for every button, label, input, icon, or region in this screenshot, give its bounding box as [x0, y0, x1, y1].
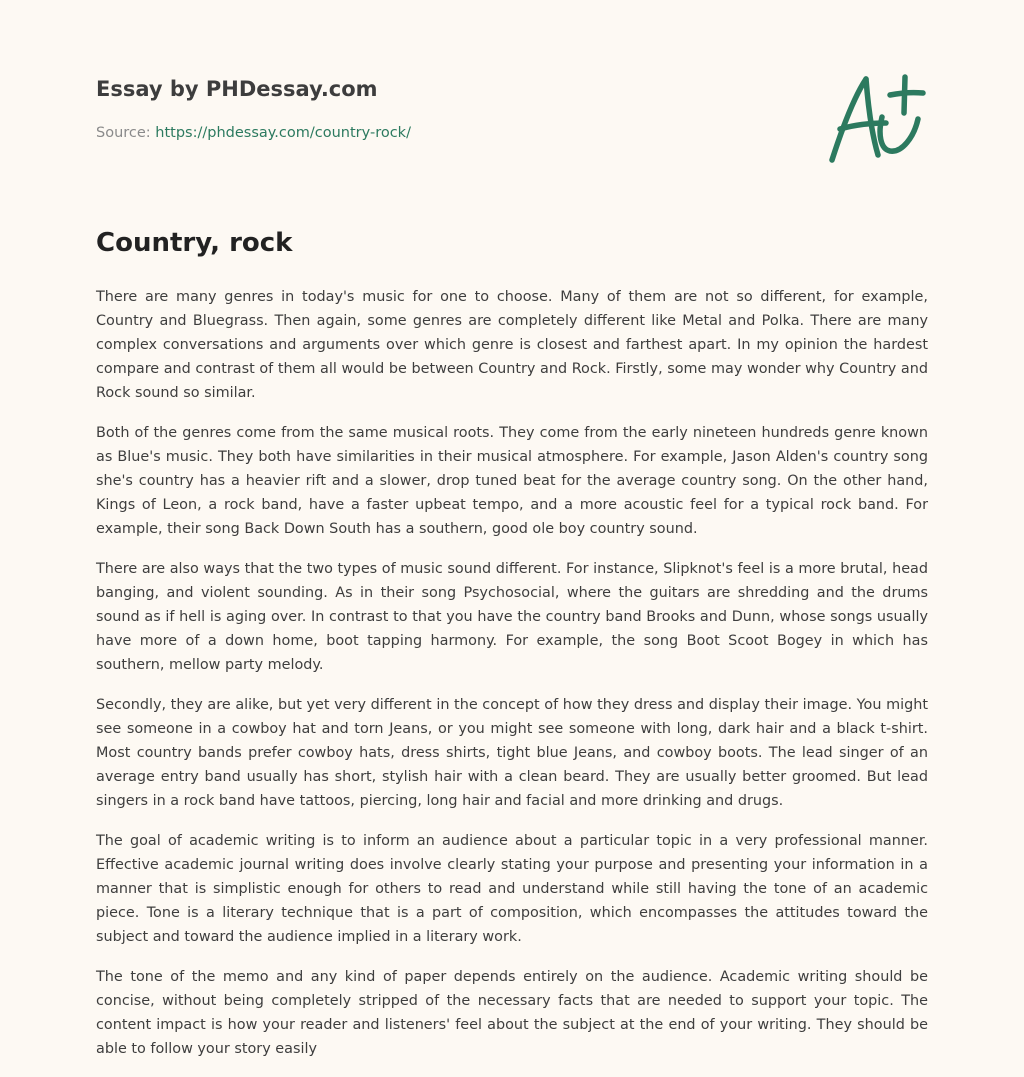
source-label: Source: — [96, 125, 151, 141]
header — [96, 75, 928, 175]
essay-paragraph: Both of the genres come from the same musical roots. They come from the early nineteen hundreds genre known as Blue's music. They both have similarities in their musical atmosphere. For example, Jason Alden's country song she's country has a heavier rift and a slower, drop tuned beat for the average country song. On the other hand, Kings of Leon, a rock band, have a faster upbeat tempo, and a more acoustic feel for a typical rock band. For example, their song Back Down South has a southern, good ole boy country sound. — [96, 425, 928, 537]
source-line — [96, 123, 928, 143]
essay-paragraph: Secondly, they are alike, but yet very different in the concept of how they dress and display their image. You might see someone in a cowboy hat and torn Jeans, or you might see someone with long, dark hair and a black t-shirt. Most country bands prefer cowboy hats, dress shirts, tight blue Jeans, and cowboy boots. The lead singer of an average entry band usually has short, stylish hair with a clean beard. They are usually better groomed. But lead singers in a rock band have tattoos, piercing, long hair and facial and more drinking and drugs. — [96, 697, 928, 809]
essay-paragraph: The tone of the memo and any kind of paper depends entirely on the audience. Academic writing should be concise, without being completely stripped of the necessary facts that are needed to support your topic. The content impact is how your reader and listeners' feel about the subject at the end of your writing. They should be able to follow your story easily — [96, 969, 928, 1057]
essay-paragraph: The goal of academic writing is to inform an audience about a particular topic in a very professional manner. Effective academic journal writing does involve clearly stating your purpose and presenting your information in a manner that is simplistic enough for others to read and understand while still having the tone of an academic piece. Tone is a literary technique that is a part of composition, which encompasses the attitudes toward the subject and toward the audience implied in a literary work. — [96, 833, 928, 945]
essay-paragraph: There are many genres in today's music for one to choose. Many of them are not so different, for example, Country and Bluegrass. Then again, some genres are completely different like Metal and Polka. There are many complex conversations and arguments over which genre is closest and farthest apart. In my opinion the hardest compare and contrast of them all would be between Country and Rock. Firstly, some may wonder why Country and Rock sound so similar. — [96, 289, 928, 401]
essay-title: Country, rock — [96, 228, 293, 258]
essay-body — [96, 285, 928, 1077]
essay-paragraph: There are also ways that the two types of music sound different. For instance, Slipknot's feel is a more brutal, head banging, and violent sounding. As in their song Psychosocial, where the guitars are shredding and the drums sound as if hell is aging over. In contrast to that you have the country band Brooks and Dunn, whose songs usually have more of a down home, boot tapping harmony. For example, the song Boot Scoot Bogey in which has southern, mellow party melody. — [96, 561, 928, 673]
site-title: Essay by PHDessay.com — [96, 77, 378, 101]
source-link[interactable]: https://phdessay.com/country-rock/ — [155, 125, 411, 141]
a-plus-logo-icon — [824, 67, 928, 163]
